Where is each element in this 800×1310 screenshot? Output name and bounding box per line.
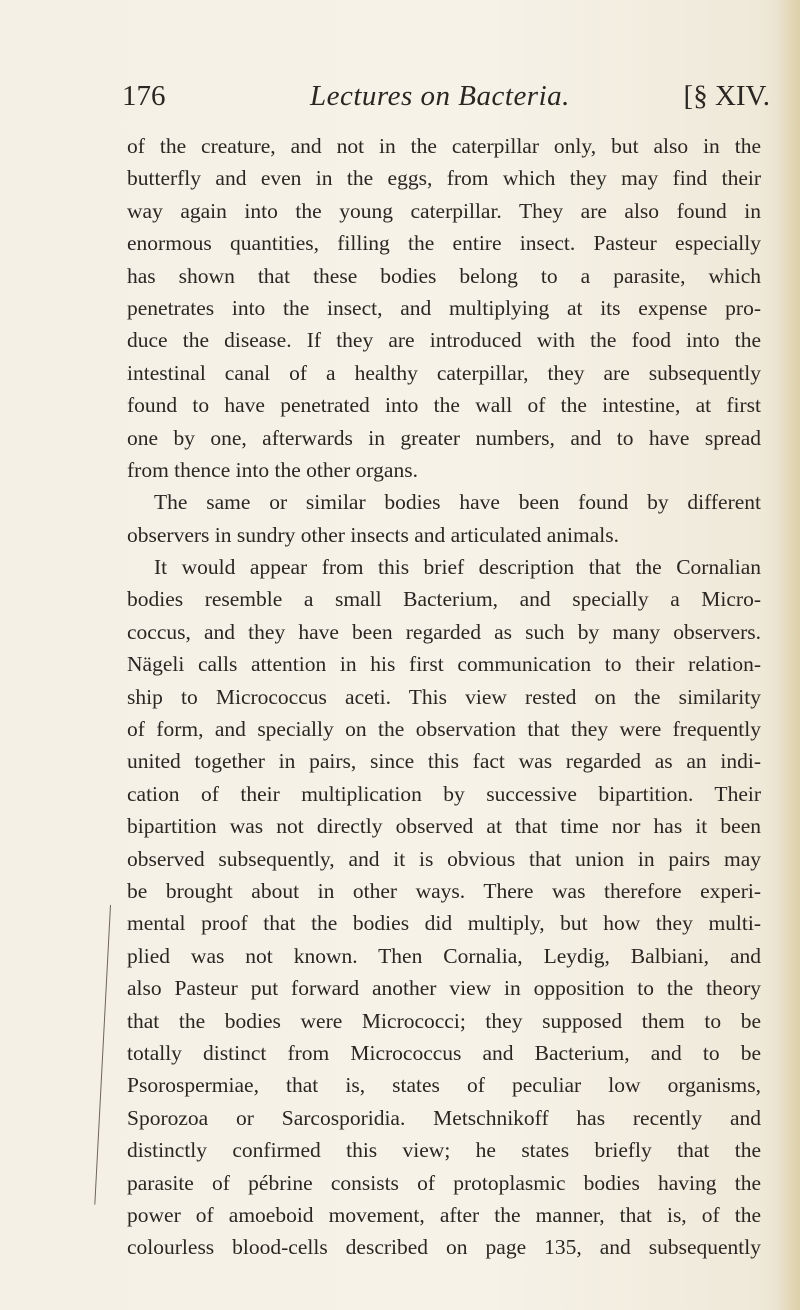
text-line: one by one, afterwards in greater numbers, and to have spread xyxy=(127,425,761,450)
text-line: also Pasteur put forward another view in opposition to the theory xyxy=(127,976,761,1001)
text-line: from thence into the other organs. xyxy=(127,457,418,482)
text-line: duce the disease. If they are introduced with the food into the xyxy=(127,328,761,353)
text-line: plied was not known. Then Cornalia, Leydig, Balbiani, and xyxy=(127,943,761,968)
text-line: observers in sundry other insects and articulated animals. xyxy=(127,522,619,547)
text-line: distinctly confirmed this view; he states briefly that the xyxy=(127,1138,761,1163)
text-line: has shown that these bodies belong to a parasite, which xyxy=(127,263,761,288)
body-text xyxy=(127,130,761,1264)
running-header xyxy=(122,80,770,120)
text-line: that the bodies were Micrococci; they supposed them to be xyxy=(127,1008,761,1033)
text-line: coccus, and they have been regarded as such by many observers. xyxy=(127,619,761,644)
page-edge-shading xyxy=(778,0,800,1310)
text-line: mental proof that the bodies did multiply, but how they multi- xyxy=(127,911,761,936)
text-line: cation of their multiplication by successive bipartition. Their xyxy=(127,781,761,806)
text-line: observed subsequently, and it is obvious that union in pairs may xyxy=(127,846,761,871)
text-line: ship to Micrococcus aceti. This view rested on the similarity xyxy=(127,684,761,709)
text-line: totally distinct from Micrococcus and Bacterium, and to be xyxy=(127,1040,761,1065)
text-line: parasite of pébrine consists of protoplasmic bodies having the xyxy=(127,1170,761,1195)
running-title: Lectures on Bacteria. xyxy=(310,80,570,112)
text-line: found to have penetrated into the wall of the intestine, at first xyxy=(127,393,761,418)
text-line: power of amoeboid movement, after the manner, that is, of the xyxy=(127,1202,761,1227)
text-line: Nägeli calls attention in his first communication to their relation- xyxy=(127,652,761,677)
text-line: Sporozoa or Sarcosporidia. Metschnikoff has recently and xyxy=(127,1105,761,1130)
text-line: be brought about in other ways. There was therefore experi- xyxy=(127,878,761,903)
text-line: bodies resemble a small Bacterium, and specially a Micro- xyxy=(127,587,761,612)
section-marker: [§ XIV. xyxy=(683,80,770,112)
text-line: The same or similar bodies have been found by different xyxy=(154,490,761,515)
text-line: intestinal canal of a healthy caterpillar, they are subsequently xyxy=(127,360,761,385)
text-line: colourless blood-cells described on page 135, and subsequently xyxy=(127,1235,761,1260)
text-line: of the creature, and not in the caterpillar only, but also in the xyxy=(127,134,761,158)
margin-pencil-line xyxy=(94,905,111,1205)
page-number: 176 xyxy=(122,80,166,112)
text-line: bipartition was not directly observed at that time nor has it been xyxy=(127,814,761,839)
text-line: enormous quantities, filling the entire insect. Pasteur especially xyxy=(127,231,761,256)
text-line: Psorospermiae, that is, states of peculiar low organisms, xyxy=(127,1073,761,1098)
text-line: way again into the young caterpillar. They are also found in xyxy=(127,198,761,223)
text-line: of form, and specially on the observation that they were frequently xyxy=(127,717,761,742)
text-line: penetrates into the insect, and multiplying at its expense pro- xyxy=(127,295,761,320)
text-line: It would appear from this brief description that the Cornalian xyxy=(154,555,761,580)
text-line: united together in pairs, since this fact was regarded as an indi- xyxy=(127,749,761,774)
text-line: butterfly and even in the eggs, from which they may find their xyxy=(127,166,761,191)
